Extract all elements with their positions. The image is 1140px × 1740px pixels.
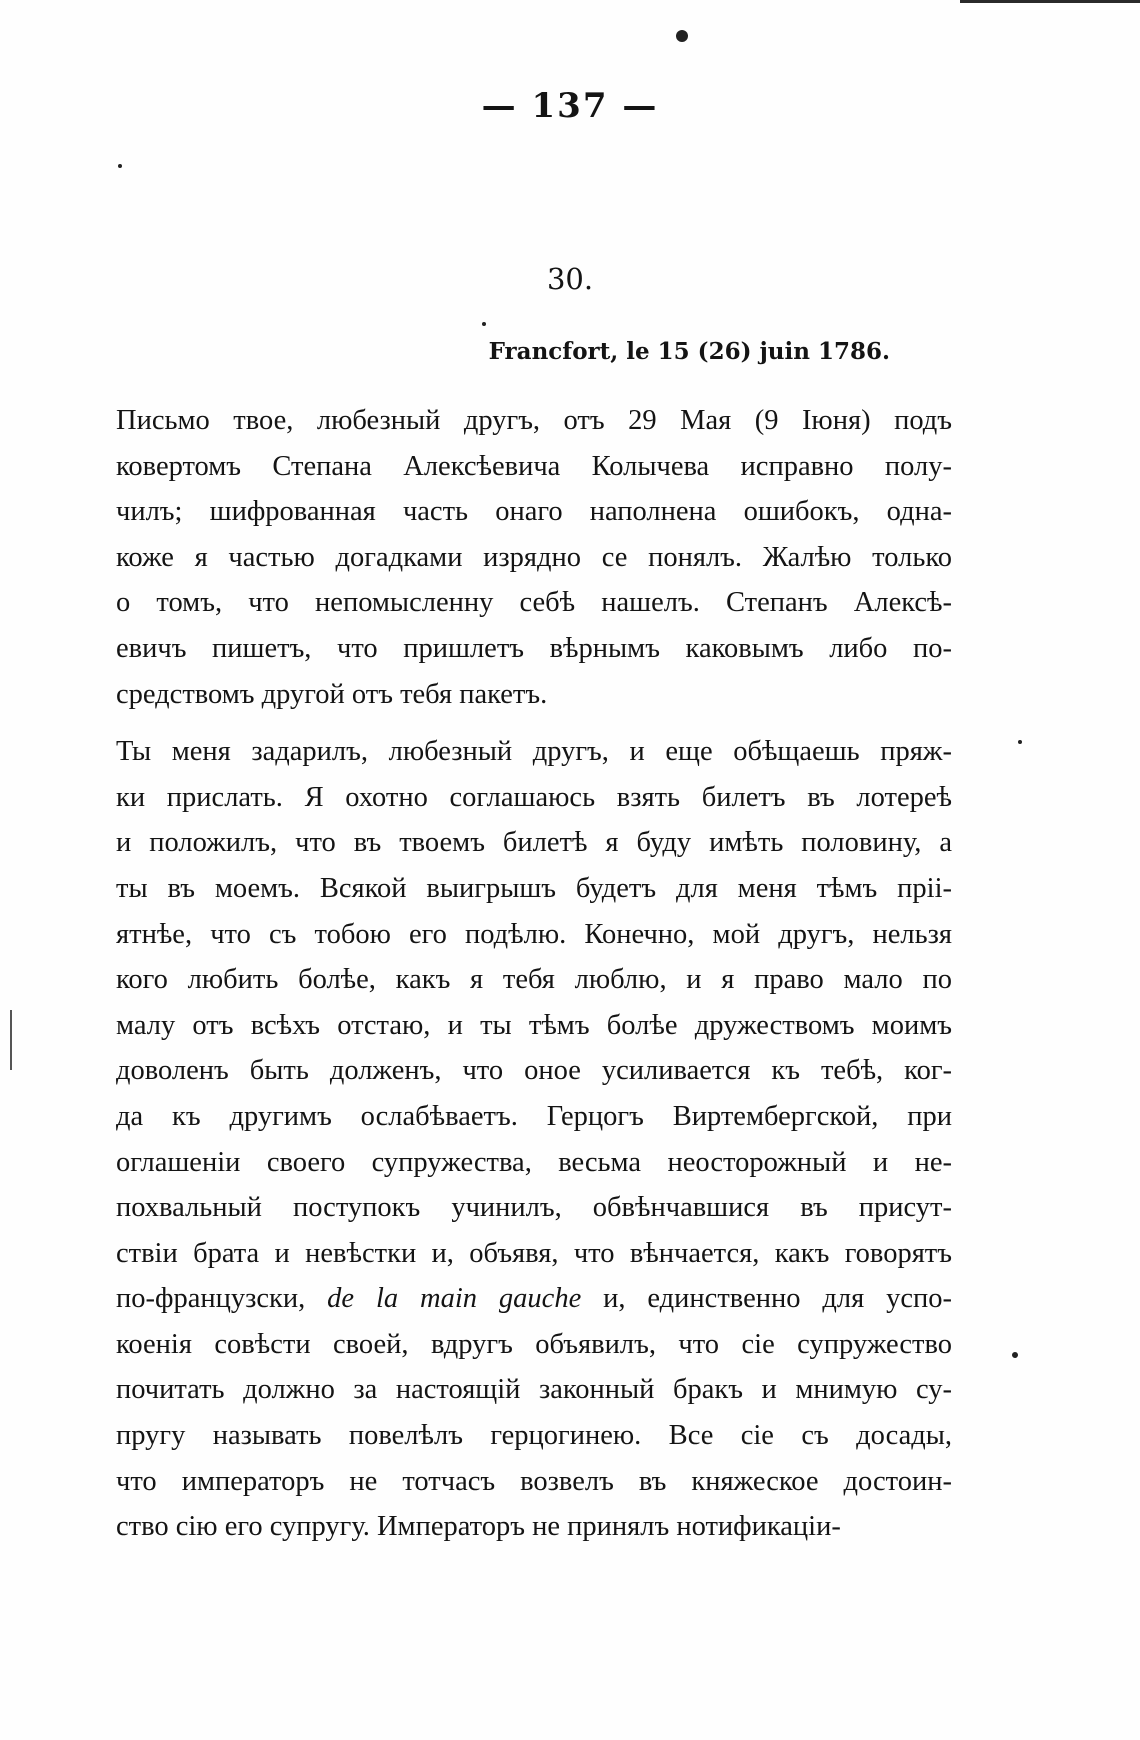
text-line: доволенъ быть долженъ, что оное усиливается къ тебѣ, ког-	[116, 1055, 952, 1087]
text-line: о томъ, что непомысленну себѣ нашелъ. Степанъ Алексѣ-	[116, 587, 952, 619]
text-line: ковертомъ Степана Алексѣевича Колычева исправно полу-	[116, 450, 952, 482]
letter-number: 30.	[546, 262, 594, 296]
text-line: ты въ моемъ. Всякой выигрышъ будетъ для меня тѣмъ пріі-	[116, 872, 952, 904]
text-line: ки прислать. Я охотно соглашаюсь взять билетъ въ лотереѣ	[116, 781, 952, 813]
text-line: пругу называть повелѣлъ герцогинею. Все сіе съ досады,	[116, 1420, 952, 1452]
paragraph-1	[116, 398, 952, 717]
paragraph-2	[116, 729, 952, 1550]
text-line: чилъ; шифрованная часть онаго наполнена ошибокъ, одна-	[116, 496, 952, 528]
text-line: что императоръ не тотчасъ возвелъ въ княжеское достоин-	[116, 1465, 952, 1497]
ink-speck	[482, 322, 486, 326]
ink-speck	[676, 30, 688, 42]
ink-speck	[1012, 1352, 1018, 1358]
text-line: да къ другимъ ослабѣваетъ. Герцогъ Виртембергской, при	[116, 1100, 952, 1132]
top-edge-rule	[960, 0, 1140, 3]
text-line: Ты меня задарилъ, любезный другъ, и еще обѣщаешь пряж-	[116, 736, 952, 768]
text-line: кого любить болѣе, какъ я тебя люблю, и я право мало по	[116, 964, 952, 996]
text-line: ствіи брата и невѣстки и, объявя, что вѣнчается, какъ говорятъ	[116, 1237, 952, 1269]
text-line: по-французски, de la main gauche и, единственно для успо-	[116, 1283, 952, 1315]
text-line: средствомъ другой отъ тебя пакетъ.	[116, 678, 548, 710]
text-line: и положилъ, что въ твоемъ билетѣ я буду имѣть половину, а	[116, 827, 952, 859]
text-line: малу отъ всѣхъ отстаю, и ты тѣмъ болѣе дружествомъ моимъ	[116, 1009, 952, 1041]
margin-mark	[10, 1010, 12, 1070]
text-line: коенія совѣсти своей, вдругъ объявилъ, что сіе супружество	[116, 1328, 952, 1360]
text-line: Письмо твое, любезный другъ, отъ 29 Мая (9 Іюня) подъ	[116, 405, 952, 436]
text-line: евичъ пишетъ, что пришлетъ вѣрнымъ каковымъ либо по-	[116, 632, 952, 664]
page-number: — 137 —	[481, 86, 659, 126]
text-line: почитать должно за настоящій законный бракъ и мнимую су-	[116, 1374, 952, 1406]
text-line: похвальный поступокъ учинилъ, обвѣнчавшися въ присут-	[116, 1192, 952, 1224]
letter-body	[116, 398, 952, 1550]
text-line: ятнѣе, что съ тобою его подѣлю. Конечно, мой другъ, нельзя	[116, 918, 952, 950]
text-line: коже я частью догадками изрядно се понялъ. Жалѣю только	[116, 541, 952, 573]
italic-phrase: de la main gauche	[327, 1283, 582, 1315]
letter-dateline: Francfort, le 15 (26) juin 1786.	[488, 338, 890, 365]
ink-speck	[1018, 740, 1022, 744]
text-line: оглашеніи своего супружества, весьма неосторожный и не-	[116, 1146, 952, 1178]
ink-speck	[118, 164, 122, 168]
text-line: ство сію его супругу. Императоръ не принялъ нотификаціи-	[116, 1511, 841, 1543]
